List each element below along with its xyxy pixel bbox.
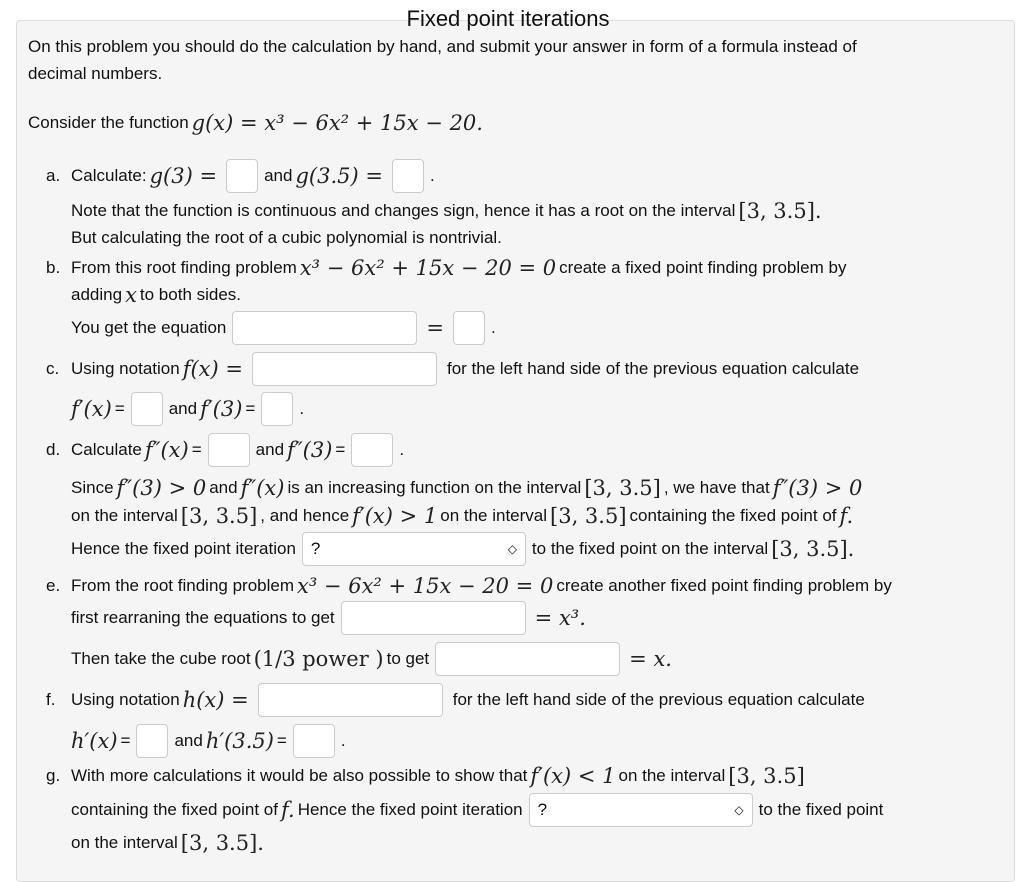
intro-line (28, 32, 857, 62)
page-title: Fixed point iterations (406, 6, 610, 31)
math: h(x) = (182, 688, 249, 712)
text: to the fixed point on the interval (531, 539, 769, 558)
text: to both sides. (139, 285, 242, 304)
h-input[interactable] (258, 683, 443, 717)
cube-root-input[interactable] (435, 642, 620, 676)
text: Then take the cube root (71, 649, 251, 668)
part-c (46, 354, 859, 384)
text: containing the fixed point of (629, 506, 837, 525)
text: With more calculations it would be also possible to show that (71, 766, 528, 785)
equation-right-input[interactable] (453, 311, 485, 345)
function-formula: g(x) = x³ − 6x² + 15x − 20. (191, 111, 483, 135)
math: (1/3 power ) (253, 647, 384, 671)
part-e (46, 571, 892, 601)
math: f″(3) > 0 (772, 476, 863, 500)
part-label: e. (46, 576, 61, 595)
text: , we have that (663, 478, 770, 497)
fprime-3-input[interactable] (261, 392, 293, 426)
text: for the left hand side of the previous equation calculate (446, 359, 860, 378)
part-label: b. (46, 258, 61, 277)
text: adding (71, 285, 123, 304)
text: = (191, 440, 202, 459)
convergence-select-g[interactable] (529, 793, 753, 827)
text: Using notation (71, 359, 180, 378)
convergence-select-d[interactable] (302, 532, 526, 566)
g3-input[interactable] (226, 159, 258, 193)
part-e-line (71, 603, 589, 633)
text: and (209, 478, 238, 497)
math: [3, 3.5]. (771, 537, 855, 561)
text: = (335, 440, 346, 459)
text: Calculate: (71, 166, 147, 185)
math: g(3.5) = (295, 164, 383, 188)
part-d-line (71, 534, 857, 564)
math: g(3) = (149, 164, 218, 188)
part-b (46, 253, 846, 283)
part-label: c. (46, 359, 60, 378)
part-e-line (71, 644, 675, 674)
text: containing the fixed point of (71, 800, 278, 819)
fprime-x-input[interactable] (131, 392, 163, 426)
text: first rearraning the equations to get (71, 608, 335, 627)
note-line (71, 196, 825, 226)
part-b-line (71, 313, 496, 343)
math: f″(x) (144, 438, 189, 462)
fdoubleprime-3-input[interactable] (351, 433, 393, 467)
text: Note that the function is continuous and changes sign, hence it has a root on the interval (71, 201, 736, 220)
text: = (120, 731, 131, 750)
math: h′(3.5) (205, 729, 274, 753)
intro-text: On this problem you should do the calculation by hand, and submit your answer in form of a formula instead of (28, 37, 857, 56)
math: [3, 3.5] (728, 764, 805, 788)
select-value: ? (537, 800, 548, 819)
math: = x³. (534, 606, 586, 630)
math: [3, 3.5]. (738, 199, 822, 223)
text: , and hence (260, 506, 350, 525)
text: on the interval (618, 766, 726, 785)
hprime-x-input[interactable] (136, 724, 168, 758)
text: create a fixed point finding problem by (559, 258, 847, 277)
math: f′(x) (71, 397, 112, 421)
math: [3, 3.5] (584, 476, 661, 500)
math: [3, 3.5]. (180, 831, 264, 855)
text: = (245, 399, 256, 418)
part-g-line (71, 828, 267, 858)
part-label: f. (46, 690, 56, 709)
chevron-updown-icon: ◇ (507, 542, 517, 556)
math: x³ − 6x² + 15x − 20 = 0 (299, 256, 557, 280)
math: f′(x) < 1 (530, 764, 616, 788)
math: f″(3) > 0 (116, 476, 207, 500)
part-f-line (68, 726, 346, 756)
equation-left-input[interactable] (232, 311, 417, 345)
text: create another fixed point finding problem by (556, 576, 892, 595)
math: x (125, 283, 137, 307)
text: for the left hand side of the previous equation calculate (452, 690, 865, 709)
consider-line (28, 108, 486, 138)
text: . (340, 731, 346, 750)
math: f″(x) (240, 476, 285, 500)
g35-input[interactable] (392, 159, 424, 193)
chevron-updown-icon: ◇ (734, 803, 744, 817)
text: and (174, 731, 203, 750)
text: From this root finding problem (71, 258, 297, 277)
text: You get the equation (71, 318, 227, 337)
fdoubleprime-x-input[interactable] (208, 433, 250, 467)
intro-text: decimal numbers. (28, 64, 163, 83)
text: Since (71, 478, 114, 497)
math: = x. (629, 647, 672, 671)
part-g (46, 761, 808, 791)
text: From the root finding problem (71, 576, 294, 595)
f-input[interactable] (252, 352, 437, 386)
text: on the interval (71, 506, 178, 525)
select-value: ? (310, 539, 321, 558)
rearranged-input[interactable] (341, 601, 526, 635)
part-c-line (68, 394, 304, 424)
part-d-line (71, 473, 865, 503)
math: = (426, 316, 444, 340)
text: Using notation (71, 690, 180, 709)
part-d-line (71, 501, 856, 531)
part-f (46, 685, 865, 715)
part-g-line (71, 795, 883, 825)
text: Calculate (71, 440, 142, 459)
math: f. (280, 798, 295, 822)
hprime-35-input[interactable] (293, 724, 335, 758)
part-label: g. (46, 766, 61, 785)
text: But calculating the root of a cubic polynomial is nontrivial. (71, 228, 502, 247)
text: on the interval (440, 506, 548, 525)
math: f″(3) (287, 438, 333, 462)
text: Hence the fixed point iteration (71, 539, 296, 558)
text: and (168, 399, 198, 418)
text: to the fixed point (758, 800, 884, 819)
text: = (276, 731, 287, 750)
text: is an increasing function on the interval (287, 478, 582, 497)
math: x³ − 6x² + 15x − 20 = 0 (297, 574, 554, 598)
part-label: a. (46, 166, 61, 185)
text: to get (386, 649, 430, 668)
text: = (114, 399, 125, 418)
text: . (490, 318, 496, 337)
math: h′(x) (71, 729, 118, 753)
math: f′(x) > 1 (352, 504, 438, 528)
text: and (255, 440, 285, 459)
intro-line (28, 59, 162, 89)
math: f. (839, 504, 854, 528)
math: [3, 3.5] (180, 504, 258, 528)
text: on the interval (71, 833, 178, 852)
text: . (399, 440, 405, 459)
consider-text: Consider the function (28, 113, 189, 132)
math: f(x) = (182, 357, 243, 381)
text: and (264, 166, 293, 185)
part-label: d. (46, 440, 61, 459)
text: Hence the fixed point iteration (297, 800, 523, 819)
part-a (46, 161, 435, 191)
note-line (71, 223, 502, 253)
part-d (46, 435, 404, 465)
math: [3, 3.5] (550, 504, 627, 528)
math: f′(3) (200, 397, 243, 421)
text: . (299, 399, 305, 418)
part-b-line (71, 280, 241, 310)
text: . (429, 166, 435, 185)
